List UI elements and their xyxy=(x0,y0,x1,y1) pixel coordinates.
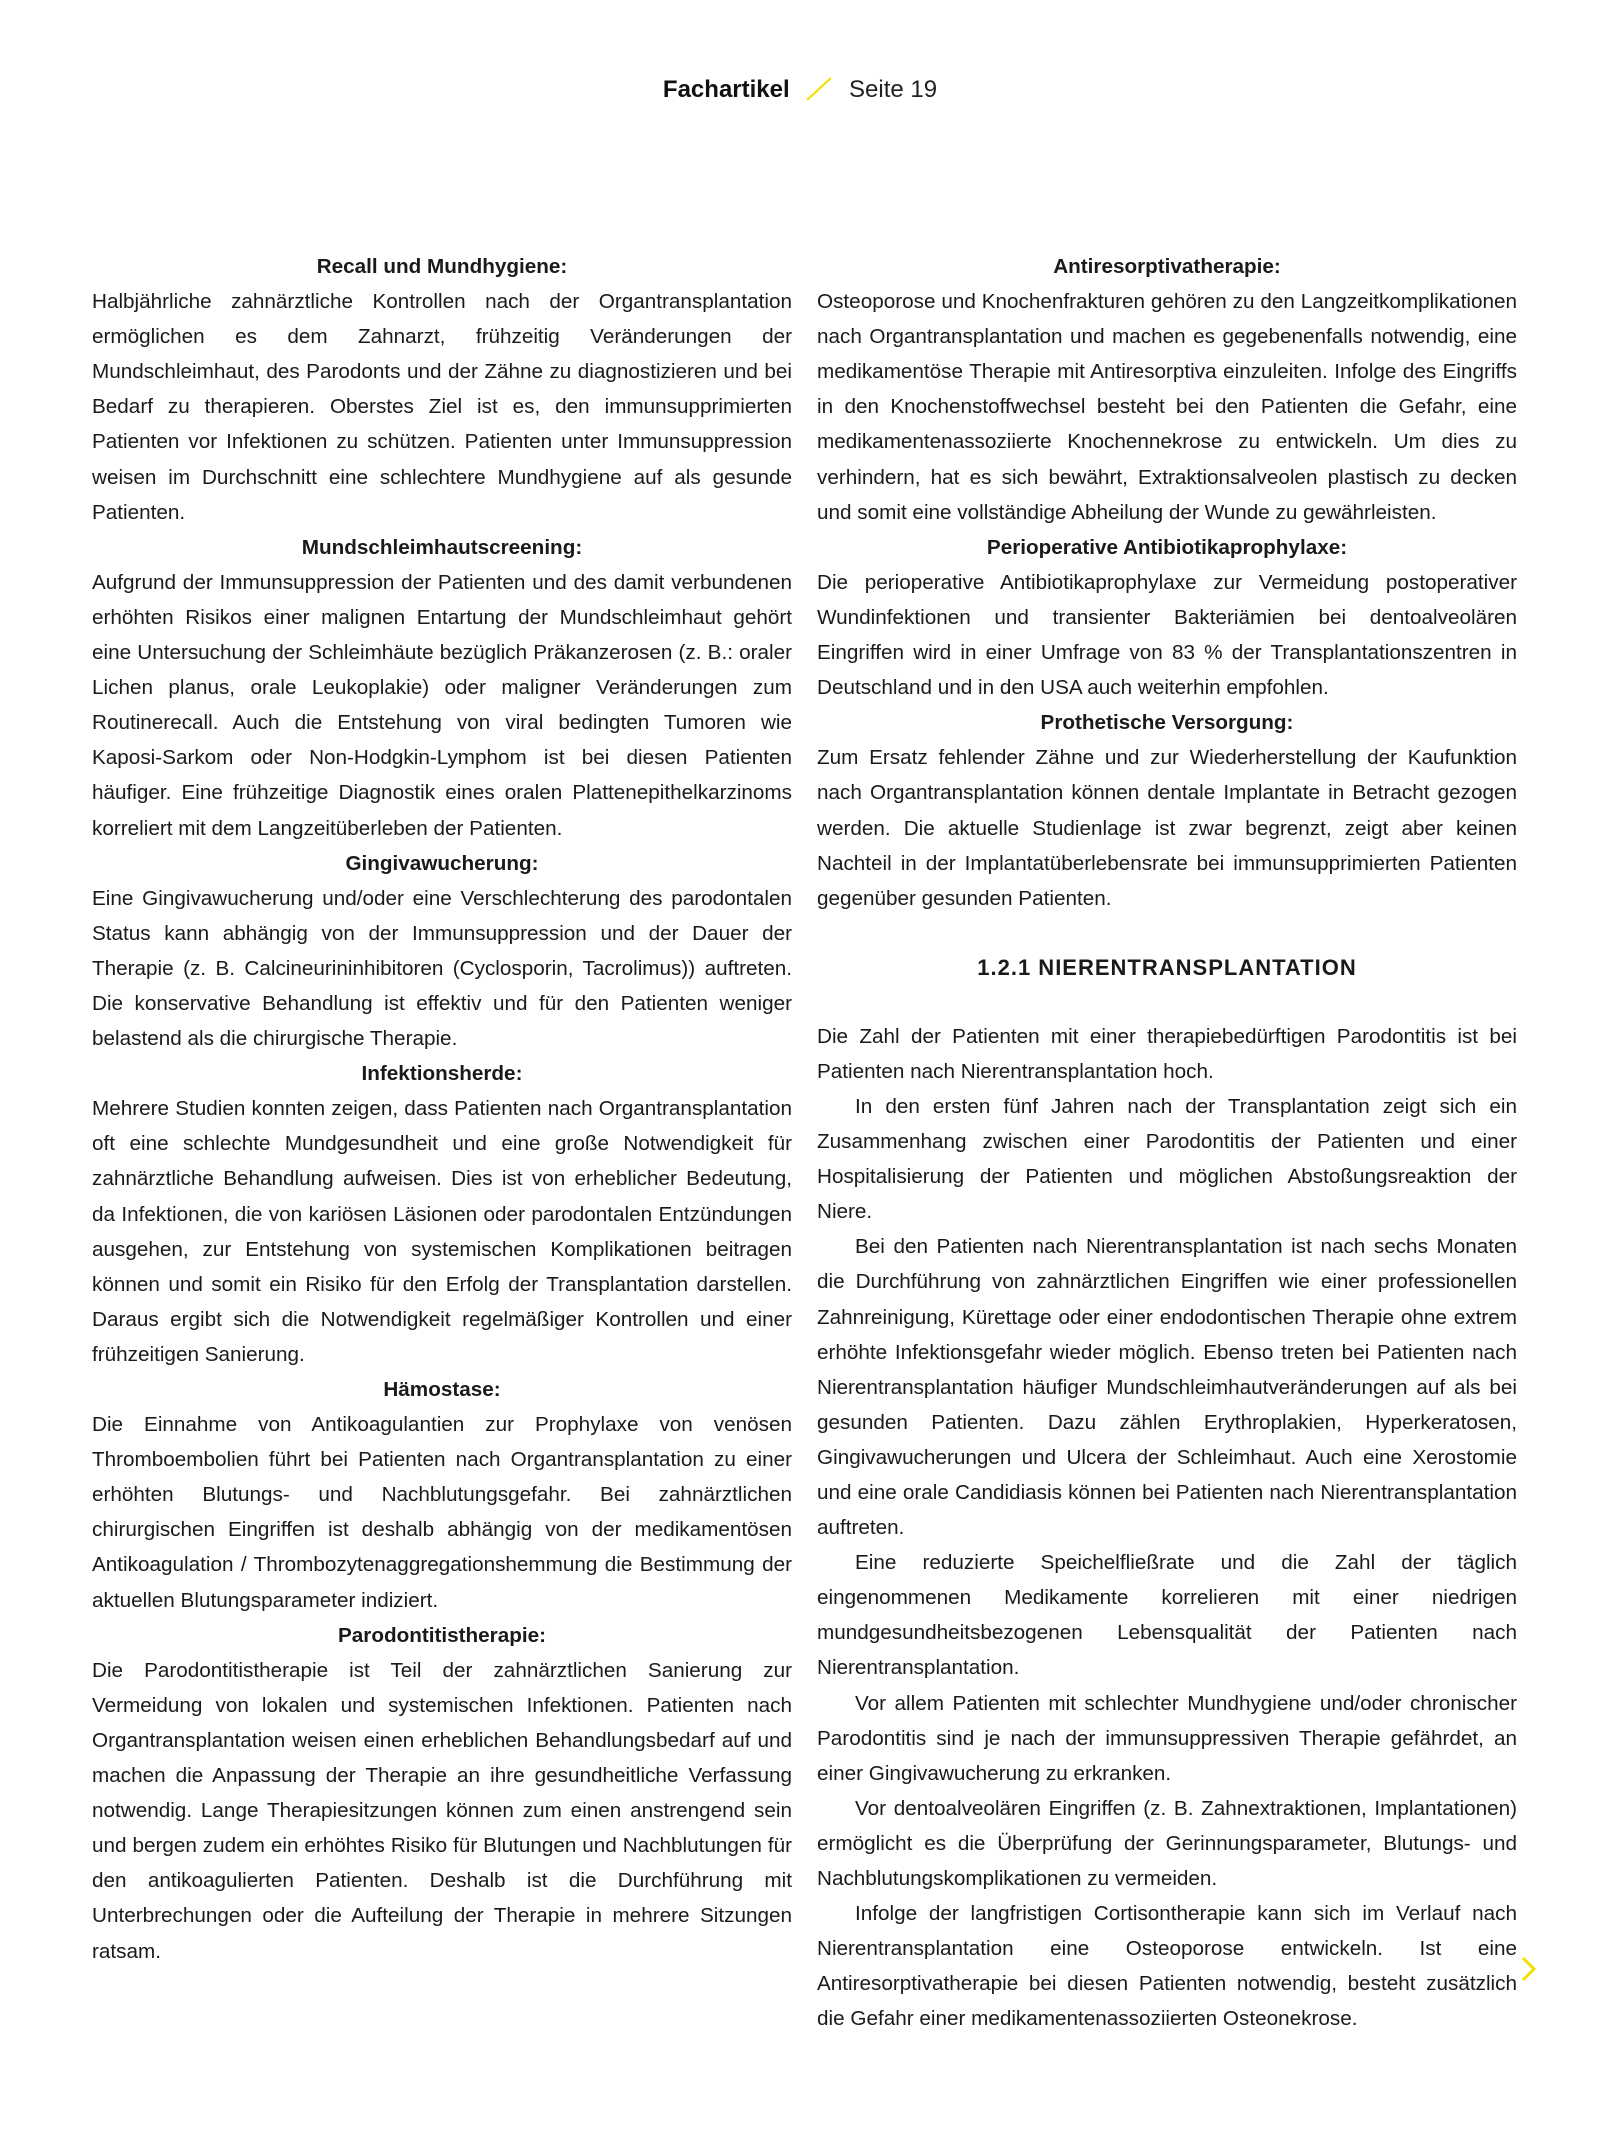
body-paragraph: Halbjährliche zahnärztliche Kontrollen nach der Organtransplantation ermöglichen es dem Zahnarzt, frühzeitig Veränderungen der Mundschleimhaut, des Parodonts und der Zähne zu diagnostizieren und bei Bedarf zu therapieren. Oberstes Ziel ist es, den immunsupprimierten Patienten vor Infektionen zu schützen. Patienten unter Immunsuppression weisen im Durchschnitt eine schlechtere Mundhygiene auf als gesunde Patienten. xyxy=(92,290,792,524)
body-paragraph: Vor dentoalveolären Eingriffen (z. B. Zahnextraktionen, Implantationen) ermöglicht es die Überprüfung der Gerinnungsparameter, Blutungs- und Nachblutungskomplikationen zu vermeiden. xyxy=(817,1796,1517,1891)
body-paragraph: Osteoporose und Knochenfrakturen gehören zu den Langzeitkomplikationen nach Organtransplantation und machen es gegebenenfalls notwendig, eine medikamentöse Therapie mit Antiresorptiva einzuleiten. Infolge des Eingriffs in den Knochenstoffwechsel besteht bei den Patienten die Gefahr, eine medikamentenassoziierte Knochennekrose zu entwickeln. Um dies zu verhindern, hat es sich bewährt, Extraktionsalveolen plastisch zu decken und somit eine vollständige Abheilung der Wunde zu gewährleisten. xyxy=(817,290,1517,524)
body-paragraph: Zum Ersatz fehlender Zähne und zur Wiederherstellung der Kaufunktion nach Organtransplantation können dentale Implantate in Betracht gezogen werden. Die aktuelle Studienlage ist zwar begrenzt, zeigt aber keinen Nachteil in der Implantatüberlebensrate bei immunsupprimierten Patienten gegenüber gesunden Patienten. xyxy=(817,746,1517,910)
section-heading: Gingivawucherung: xyxy=(345,851,539,875)
body-paragraph: Die Einnahme von Antikoagulantien zur Prophylaxe von venösen Thromboembolien führt bei Patienten nach Organtransplantation zu einer erhöhten Blutungs- und Nachblutungsgefahr. Bei zahnärztlichen chirurgischen Eingriffen ist deshalb abhängig von der medikamentösen Antikoagulation / Thrombozytenaggregationshemmung die Bestimmung der aktuellen Blutungsparameter indiziert. xyxy=(92,1413,792,1612)
page-number: Seite 19 xyxy=(849,76,938,103)
section-heading: Recall und Mundhygiene: xyxy=(316,255,568,278)
body-paragraph: Die perioperative Antibiotikaprophylaxe zur Vermeidung postoperativer Wundinfektionen und transienter Bakteriämien bei dentoalveolären Eingriffen wird in einer Umfrage von 83 % der Transplantationszentren in Deutschland und in den USA auch weiterhin empfohlen. xyxy=(817,570,1517,700)
right-column xyxy=(817,249,1517,2037)
body-paragraph: Aufgrund der Immunsuppression der Patienten und des damit verbundenen erhöhten Risikos einer malignen Entartung der Mundschleimhaut gehört eine Untersuchung der Schleimhäute bezüglich Präkanzerosen (z. B.: oraler Lichen planus, orale Leukoplakie) oder maligner Veränderungen zum Routinerecall. Auch die Entstehung von viral bedingten Tumoren wie Kaposi-Sarkom oder Non-Hodgkin-Lymphom ist bei diesen Patienten häufiger. Eine frühzeitige Diagnostik eines oralen Plattenepithelkarzinoms korreliert mit dem Langzeitüberleben der Patienten. xyxy=(92,570,792,840)
body-paragraph: Die Parodontitistherapie ist Teil der zahnärztlichen Sanierung zur Vermeidung von lokalen und systemischen Infektionen. Patienten nach Organtransplantation weisen einen erheblichen Behandlungsbedarf auf und machen die Anpassung der Therapie an ihre gesundheitliche Verfassung notwendig. Lange Therapiesitzungen können zum einen anstrengend sein und bergen zudem ein erhöhtes Risiko für Blutungen und Nachblutungen für den antikoagulierten Patienten. Deshalb ist die Durchführung mit Unterbrechungen oder die Aufteilung der Therapie in mehrere Sitzungen ratsam. xyxy=(92,1658,792,1963)
section-heading: Antiresorptivatherapie: xyxy=(1053,255,1281,278)
body-paragraph: Infolge der langfristigen Cortisontherapie kann sich im Verlauf nach Nierentransplantation eine Osteoporose entwickeln. Ist eine Antiresorptivatherapie bei diesen Patienten notwendig, besteht zusätzlich die Gefahr einer medikamentenassoziierten Osteonekrose. xyxy=(817,1902,1517,2031)
body-paragraph: Die Zahl der Patienten mit einer therapiebedürftigen Parodontitis ist bei Patienten nach Nierentransplantation hoch. xyxy=(817,1024,1517,1083)
chevron-right-icon[interactable] xyxy=(1518,1954,1540,1984)
page-header xyxy=(0,74,1600,106)
slash-divider-icon xyxy=(804,76,834,102)
section-heading: Infektionsherde: xyxy=(361,1062,523,1086)
left-column xyxy=(92,249,792,1969)
section-heading: Perioperative Antibiotikaprophylaxe: xyxy=(986,535,1348,559)
subsection-title: 1.2.1 NIERENTRANSPLANTATION xyxy=(977,954,1357,980)
section-label: Fachartikel xyxy=(662,76,790,103)
section-heading: Hämostase: xyxy=(383,1378,501,1401)
section-heading: Parodontitistherapie: xyxy=(337,1623,547,1647)
body-paragraph: Mehrere Studien konnten zeigen, dass Patienten nach Organtransplantation oft eine schlechte Mundgesundheit und eine große Notwendigkeit für zahnärztliche Behandlung aufweisen. Dies ist von erheblicher Bedeutung, da Infektionen, die von kariösen Läsionen oder parodontalen Entzündungen ausgehen, zur Entstehung von systemischen Komplikationen beitragen können und somit ein Risiko für den Erfolg der Transplantation darstellen. Daraus ergibt sich die Notwendigkeit regelmäßiger Kontrollen und einer frühzeitigen Sanierung. xyxy=(92,1097,792,1366)
body-paragraph: Eine reduzierte Speichelfließrate und die Zahl der täglich eingenommenen Medikamente korrelieren mit einer niedrigen mundgesundheitsbezogenen Lebensqualität der Patienten nach Nierentransplantation. xyxy=(817,1551,1517,1680)
section-heading: Prothetische Versorgung: xyxy=(1040,711,1294,735)
body-paragraph: Eine Gingivawucherung und/oder eine Verschlechterung des parodontalen Status kann abhängig von der Immunsuppression und der Dauer der Therapie (z. B. Calcineurininhibitoren (Cyclosporin, Tacrolimus)) auftreten. Die konservative Behandlung ist effektiv und für den Patienten weniger belastend als die chirurgische Therapie. xyxy=(92,886,792,1051)
body-paragraph: In den ersten fünf Jahren nach der Transplantation zeigt sich ein Zusammenhang zwischen einer Parodontitis der Patienten und einer Hospitalisierung der Patienten und möglichen Abstoßungsreaktion der Niere. xyxy=(817,1094,1517,1224)
body-paragraph: Bei den Patienten nach Nierentransplantation ist nach sechs Monaten die Durchführung von zahnärztlichen Eingriffen wie einer professionellen Zahnreinigung, Kürettage oder einer endodontischen Therapie ohne extrem erhöhte Infektionsgefahr wieder möglich. Ebenso treten bei Patienten nach Nierentransplantation häufiger Mundschleimhautveränderungen auf als bei gesunden Patienten. Dazu zählen Erythroplakien, Hyperkeratosen, Gingivawucherungen und Ulcera der Schleimhaut. Auch eine Xerostomie und eine orale Candidiasis können bei Patienten nach Nierentransplantation auftreten. xyxy=(817,1235,1517,1540)
body-paragraph: Vor allem Patienten mit schlechter Mundhygiene und/oder chronischer Parodontitis sind je nach der immunsuppressiven Therapie gefährdet, an einer Gingivawucherung zu erkranken. xyxy=(817,1691,1517,1785)
section-heading: Mundschleimhautscreening: xyxy=(301,535,583,559)
